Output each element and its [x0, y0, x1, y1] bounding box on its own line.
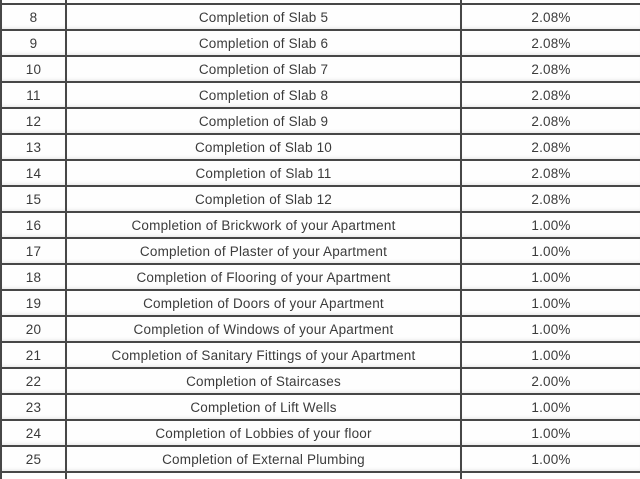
- percentage-cell: 1.00%: [462, 239, 640, 265]
- table-row: [2, 5, 640, 31]
- percentage-cell: 1.00%: [462, 395, 640, 421]
- table-row: [2, 31, 640, 57]
- table-row: [2, 83, 640, 109]
- table-row: [2, 213, 640, 239]
- milestone-cell: Completion of Slab 11: [67, 161, 462, 187]
- percentage-cell: 1.00%: [462, 213, 640, 239]
- percentage-cell: 2.08%: [462, 83, 640, 109]
- table-row: [2, 421, 640, 447]
- milestone-cell: Completion of Sanitary Fittings of your Apartment: [67, 343, 462, 369]
- row-number-cell: 22: [2, 369, 67, 395]
- milestone-cell: Completion of Lift Wells: [67, 395, 462, 421]
- percentage-cell: 2.08%: [462, 109, 640, 135]
- partial-row-bottom: [2, 473, 640, 479]
- percentage-cell: 2.00%: [462, 369, 640, 395]
- milestone-cell: Completion of Slab 6: [67, 31, 462, 57]
- row-number-cell: 12: [2, 109, 67, 135]
- table-row: [2, 447, 640, 473]
- row-number-cell: 24: [2, 421, 67, 447]
- percentage-cell: 2.08%: [462, 187, 640, 213]
- percentage-cell: 1.00%: [462, 447, 640, 473]
- table-row: [2, 57, 640, 83]
- milestone-cell: Completion of Flooring of your Apartment: [67, 265, 462, 291]
- row-number-cell: 20: [2, 317, 67, 343]
- percentage-cell: 2.08%: [462, 5, 640, 31]
- row-number-cell: 9: [2, 31, 67, 57]
- percentage-cell: 1.00%: [462, 343, 640, 369]
- table-row: [2, 343, 640, 369]
- row-number-cell: 23: [2, 395, 67, 421]
- milestone-cell: Completion of Plaster of your Apartment: [67, 239, 462, 265]
- percentage-cell: 1.00%: [462, 317, 640, 343]
- percentage-cell: 1.00%: [462, 291, 640, 317]
- row-number-cell: 13: [2, 135, 67, 161]
- milestone-cell: Completion of Slab 10: [67, 135, 462, 161]
- row-number-cell: 21: [2, 343, 67, 369]
- milestone-cell: Completion of Brickwork of your Apartment: [67, 213, 462, 239]
- table-row: [2, 317, 640, 343]
- percentage-cell: 2.08%: [462, 161, 640, 187]
- table-row: [2, 109, 640, 135]
- milestone-cell: Completion of Slab 5: [67, 5, 462, 31]
- row-number-cell: [2, 473, 67, 479]
- table-row: [2, 239, 640, 265]
- table-row: [2, 291, 640, 317]
- milestone-cell: [67, 473, 462, 479]
- table-row: [2, 187, 640, 213]
- milestone-cell: Completion of Slab 7: [67, 57, 462, 83]
- table-row: [2, 395, 640, 421]
- row-number-cell: 25: [2, 447, 67, 473]
- row-number-cell: 11: [2, 83, 67, 109]
- milestone-cell: Completion of Lobbies of your floor: [67, 421, 462, 447]
- row-number-cell: 8: [2, 5, 67, 31]
- percentage-cell: 1.00%: [462, 265, 640, 291]
- milestone-cell: Completion of Windows of your Apartment: [67, 317, 462, 343]
- row-number-cell: 10: [2, 57, 67, 83]
- percentage-cell: 2.08%: [462, 57, 640, 83]
- table-row: [2, 369, 640, 395]
- milestone-cell: Completion of External Plumbing: [67, 447, 462, 473]
- milestone-cell: Completion of Doors of your Apartment: [67, 291, 462, 317]
- row-number-cell: 14: [2, 161, 67, 187]
- milestone-cell: Completion of Slab 9: [67, 109, 462, 135]
- table-row: [2, 265, 640, 291]
- row-number-cell: 15: [2, 187, 67, 213]
- table-row: [2, 135, 640, 161]
- row-number-cell: 17: [2, 239, 67, 265]
- percentage-cell: 1.00%: [462, 421, 640, 447]
- milestone-cell: Completion of Staircases: [67, 369, 462, 395]
- milestone-cell: Completion of Slab 12: [67, 187, 462, 213]
- percentage-cell: [462, 473, 640, 479]
- table-row: [2, 161, 640, 187]
- row-number-cell: 18: [2, 265, 67, 291]
- row-number-cell: 16: [2, 213, 67, 239]
- percentage-cell: 2.08%: [462, 31, 640, 57]
- milestone-cell: Completion of Slab 8: [67, 83, 462, 109]
- row-number-cell: 19: [2, 291, 67, 317]
- percentage-cell: 2.08%: [462, 135, 640, 161]
